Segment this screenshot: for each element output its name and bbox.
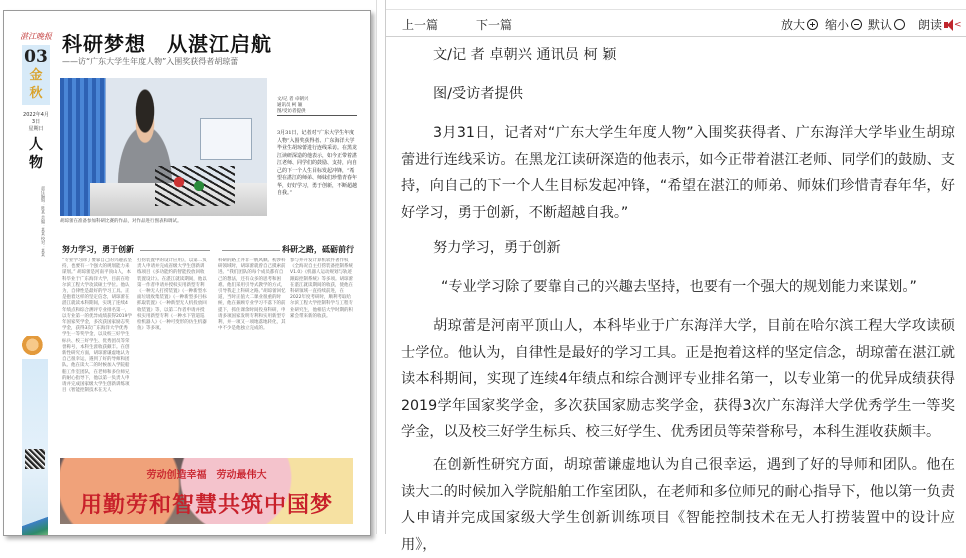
default-size-button[interactable] (868, 16, 905, 33)
section-rule-1 (140, 250, 210, 251)
page-number-box (22, 45, 50, 105)
page-column-4 (290, 258, 354, 453)
page-number: 03 (24, 47, 48, 67)
section-title: 人物 (29, 137, 43, 171)
season-char-1: 金 (29, 68, 43, 83)
page-column-3 (218, 258, 286, 453)
column-text: 打捞装置中的设计应用》，以第二负责人申请并完成省级大学生创新训练项目《多功能约的智能投放回收装置设计》。在湛江就读期间，他以第一作者申请并授权实用新型专利《一种无人打捞装置》《一种新型水面垃圾收集装置》《一种新型多目标抓取装置》《一种新型无人机投放回收装置》等，以第二作者申请并授权实用新型专利《一种水下管道巡检机器人》《一种可变形的仿生机器鱼》等多项。 (137, 258, 207, 332)
panel-divider (376, 0, 385, 534)
page-column-2 (137, 258, 207, 453)
banner-slogan-big: 用勤劳和智慧共筑中国梦 (79, 493, 333, 518)
speaker-icon: < (944, 19, 958, 31)
byline-line-1: 文/记 者 卓朝兴 (277, 97, 309, 102)
read-aloud-button[interactable] (918, 16, 962, 33)
editor-credits: 责任编辑：陈某 美编：某某 校对：某某 (41, 186, 46, 257)
article-reader (385, 0, 966, 553)
byline-line-2: 通讯员 柯 颖 (277, 103, 303, 108)
section-head-2: 科研之路，砥砺前行 (282, 245, 354, 254)
photo-caption: 胡琼蕾在准备参加科研比赛的作品，对作品进行图表和调试。 (60, 219, 182, 224)
page-lead: 3月31日，记者对“广东大学生年度人物”入围奖获得者、广东海洋大学毕业生胡琼蕾进行连线采访。在黑龙江读研深造的他表示，如今正带着湛江老师、同学们的鼓励、支持，向自己的下一个人生目标发起冲锋，“希望在湛江的师弟、师妹们珍惜青春年华，好好学习，勇于创新，不断超越自我。” (277, 130, 358, 196)
zoom-out-label: 缩小 (825, 18, 850, 32)
banner-slogan-small: 劳动创造幸福 劳动最伟大 (146, 470, 267, 481)
newspaper-logo: 湛江晚报 (20, 32, 52, 41)
ad-banner (60, 458, 353, 524)
column-text: “专业学习除了要靠自己的兴趣去坚持，也要有一个强大的规划能力来谋划。” 胡琼蕾是河南平顶山人，本科毕业于广东海洋大学，目前在哈尔滨工程大学攻读硕士学位。他认为，自律性是最好的学习工具。正是抱着这样的坚定信念，胡琼蕾在湛江就读本科期间，实现了连续4年绩点和综合测评专业排名第一，以专业第一的优异成绩获得2019学年国家奖学金，多次获国家励志奖学金，获得3次广东海洋大学优秀学生一等奖学金，以及校三好学生标兵、校三好学生、优秀团员等荣誉称号，本科生涯收获颇丰。在创新性研究方面，胡琼蕾谦虚地认为自己很幸运，遇到了好的导师和团队。他在读大二的时候加入学院船舶工作室团队，在老师和多位师兄的耐心指导下，他以第一负责人申请并完成国家级大学生创新训练项目《智能控制技术在无人 (62, 258, 132, 394)
section-rule-2 (222, 250, 280, 251)
mountain-illustration-icon (22, 511, 48, 535)
column-text: 参与并开发计算机软件著作权《全海况自主打捞装备控制系统V1.0》《机器人运动规划与轨迹跟踪控制系统》等多项。胡琼蕾在湛江就读期间的收获，使他在科研领域一直持续前进，在2022年度考研时，顺利考取哈尔滨工程大学控制科学与工程专业研究生，他相信大学时期的积累会带来新的收获。 (290, 258, 353, 319)
article-quote: “专业学习除了要靠自己的兴趣去坚持，也要有一个强大的规划能力来谋划。” (441, 279, 917, 295)
children-illustration-icon (22, 336, 48, 358)
page-headline: 科研梦想 从湛江启航 (62, 32, 272, 56)
page-column-1 (62, 258, 132, 453)
photo-poster (200, 118, 252, 160)
read-aloud-label: 朗读 (918, 18, 943, 32)
minus-circle-icon (851, 19, 862, 30)
article-photo-credit: 图/受访者提供 (433, 86, 523, 102)
zoom-in-label: 放大 (781, 18, 806, 32)
article-paragraph: 3月31日，记者对“广东大学生年度人物”入围奖获得者、广东海洋大学毕业生胡琼蕾进行连线采访。在黑龙江读研深造的他表示，如今正带着湛江老师、同学们的鼓励、支持，向自己的下一个人生目标发起冲锋，“希望在湛江的师弟、师妹们珍惜青春年华，好好学习，勇于创新，不断超越自我。” (401, 125, 955, 221)
reader-toolbar (386, 9, 966, 37)
byline-line-3: 图/受访者提供 (277, 109, 357, 116)
article-paragraph: 胡琼蕾是河南平顶山人，本科毕业于广东海洋大学，目前在哈尔滨工程大学攻读硕士学位。他认为，自律性是最好的学习工具。正是抱着这样的坚定信念，胡琼蕾在湛江就读本科期间，实现了连续4年绩点和综合测评专业排名第一，以专业第一的优异成绩获得2019学年国家奖学金，多次获国家励志奖学金，获得3次广东海洋大学优秀学生一等奖学金，以及校三好学生标兵、校三好学生、优秀团员等荣誉称号，本科生涯收获颇丰。 (401, 318, 955, 440)
page-side-column (18, 11, 52, 535)
weekday-text: 星期日 (28, 126, 44, 132)
article-photo (60, 78, 267, 216)
circle-icon (894, 19, 905, 30)
qr-code-icon (25, 449, 45, 469)
plus-circle-icon (807, 19, 818, 30)
article-subheading: 努力学习，勇于创新 (433, 240, 561, 256)
date-text: 2022年4月3日 (23, 112, 49, 125)
newspaper-page-panel (0, 0, 376, 534)
page-byline (277, 97, 357, 116)
article-byline: 文/记 者 卓朝兴 通讯员 柯 颖 (433, 47, 617, 63)
article-paragraph: 在创新性研究方面，胡琼蕾谦虚地认为自己很幸运，遇到了好的导师和团队。他在读大二的时候加入学院船舶工作室团队，在老师和多位师兄的耐心指导下，他以第一负责人申请并完成国家级大学生创新训练项目《智能控制技术在无人打捞装置中的设计应用》， (401, 457, 955, 553)
default-label: 默认 (868, 18, 893, 32)
column-text: 科研的路上并非一帆风顺。初涉科研领域时，胡琼蕾就曾自己摸索前进。“我们团队的每个成员都有自己的想法，还有众多的思考和困难。他们采用引导式教学的方式，引导我走上科研之路。”胡琼蕾回忆道，当时正值大二课业很重的时候，他在兼顾专业学习不落下的前提下，抓住课余时间投身科研，申请多项国家发明专利和实用新型专利，并一项又一项地落地转化，其中不少是他独立完成的。 (218, 258, 286, 332)
zoom-in-button[interactable] (781, 16, 818, 33)
section-head-1: 努力学习，勇于创新 (62, 245, 134, 254)
next-article-link[interactable]: 下一篇 (476, 18, 513, 32)
page-subheadline: ——访“广东大学生年度人物”入围奖获得者胡琼蕾 (62, 57, 239, 66)
season-char-2: 秋 (29, 86, 43, 101)
page-date (22, 111, 50, 132)
zoom-out-button[interactable] (825, 16, 862, 33)
decorative-strip (22, 359, 48, 535)
photo-wires (155, 166, 235, 206)
prev-article-link[interactable]: 上一篇 (402, 18, 439, 32)
